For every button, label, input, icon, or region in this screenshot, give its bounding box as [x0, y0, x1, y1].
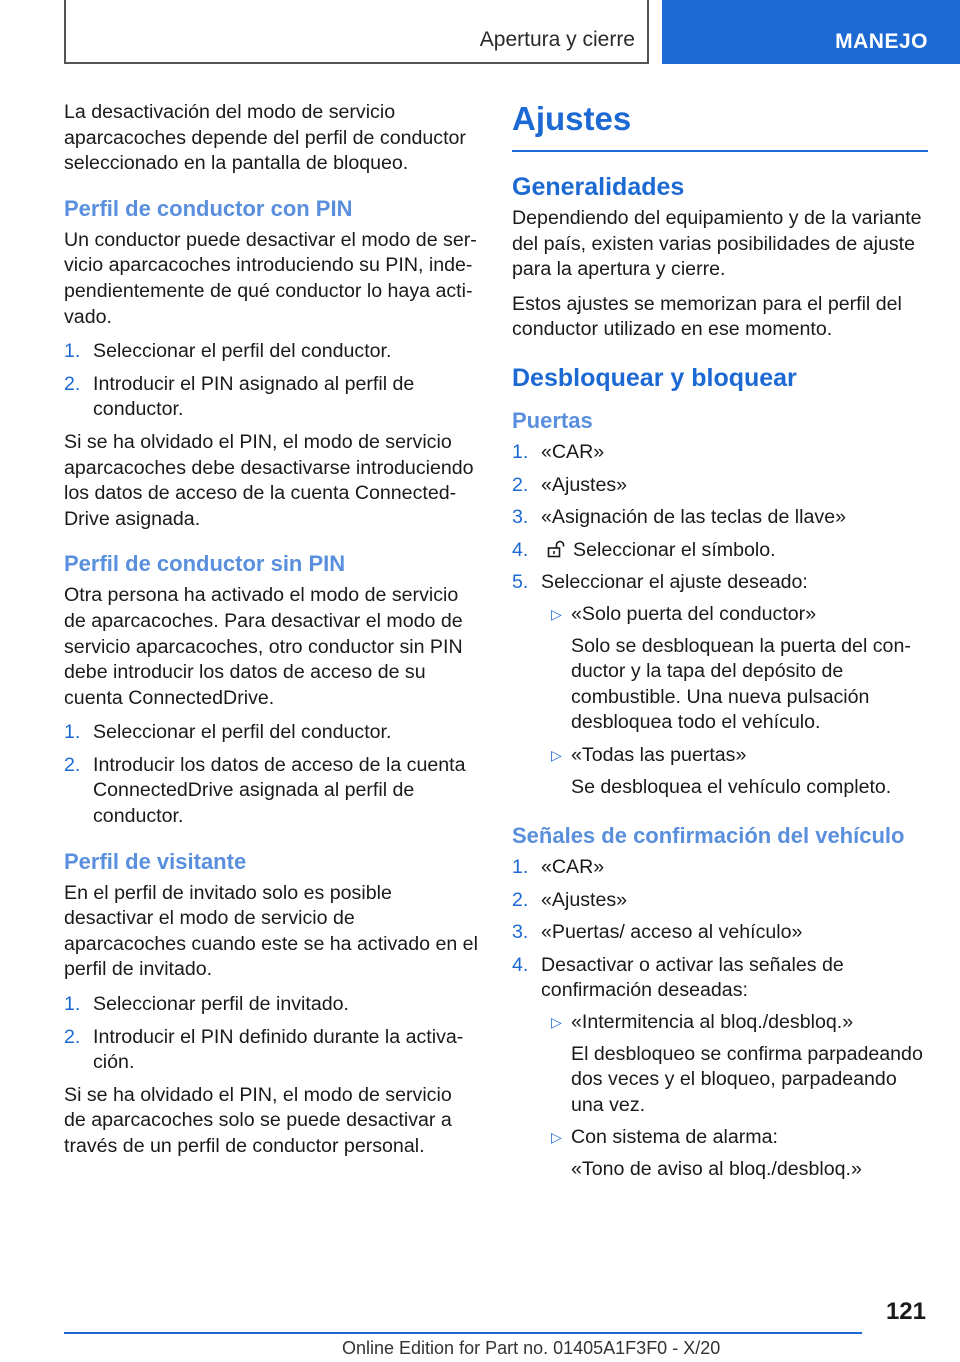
heading-guest-profile: Perfil de visitante — [64, 848, 247, 874]
step-number: 4. — [512, 538, 529, 561]
steps-list — [64, 339, 478, 423]
right-column — [512, 100, 928, 1190]
footer-edition: Online Edition for Part no. 01405A1F3F0 - X/20 — [342, 1338, 721, 1358]
step-number: 1. — [512, 440, 529, 463]
step-text: Seleccionar perfil de invitado. — [93, 993, 349, 1016]
triangle-bullet-icon: ▷ — [551, 605, 562, 622]
steps-list — [512, 855, 928, 1183]
option-title: «Solo puerta del conductor» — [571, 602, 817, 625]
list-item — [512, 505, 928, 531]
header-section-tab — [662, 0, 960, 64]
option-title: «Todas las puertas» — [571, 743, 747, 766]
options-list — [541, 1010, 928, 1183]
list-item — [512, 953, 928, 1183]
step-text: Introducir el PIN definido durante la activación. — [93, 1025, 464, 1074]
step-number: 2. — [64, 753, 81, 776]
list-item — [512, 920, 928, 946]
list-item — [512, 888, 928, 914]
step-text: «CAR» — [541, 856, 605, 879]
options-list — [541, 602, 928, 800]
note-paragraph: Si se ha olvidado el PIN, el modo de servicio aparcacoches debe desactivarse introduciendo los datos de acceso de la cuenta ConnectedDrive asignada. — [64, 430, 474, 530]
step-number: 2. — [512, 888, 529, 911]
step-number: 2. — [64, 372, 81, 395]
step-text: «CAR» — [541, 440, 605, 463]
section-title: MANEJO — [835, 30, 928, 53]
footer-divider — [64, 1332, 862, 1334]
heading-confirmation-signals: Señales de confirmación del vehículo — [512, 823, 905, 849]
list-item — [541, 1125, 928, 1182]
triangle-bullet-icon: ▷ — [551, 746, 562, 763]
list-item — [64, 720, 478, 746]
paragraph: Un conductor puede desactivar el modo de servicio aparcacoches introduciendo su PIN, independientemente de qué conductor lo haya activado. — [64, 228, 477, 328]
list-item — [64, 753, 478, 830]
step-number: 1. — [64, 993, 81, 1016]
step-text: «Ajustes» — [541, 888, 628, 911]
list-item — [512, 538, 928, 564]
paragraph: Dependiendo del equipamiento y de la variante del país, existen varias posibilidades de ajuste para la apertura y cierre. — [512, 207, 922, 281]
note-paragraph: Si se ha olvidado el PIN, el modo de servicio de aparcacoches solo se puede desactivar a través de un perfil de conductor personal. — [64, 1083, 452, 1157]
paragraph: Otra persona ha activado el modo de servicio de aparcacoches. Para desactivar el modo de servicio aparcacoches, otro conductor sin PIN debe introducir los datos de acceso de su cuenta ConnectedDrive. — [64, 584, 463, 709]
step-number: 2. — [512, 473, 529, 496]
left-column — [64, 100, 478, 1169]
step-text: «Ajustes» — [541, 473, 628, 496]
paragraph: Estos ajustes se memorizan para el perfil del conductor utilizado en ese momento. — [512, 292, 902, 341]
step-text: Introducir los datos de acceso de la cuenta ConnectedDrive asignada al perfil de conductor. — [93, 753, 466, 828]
list-item — [64, 1025, 478, 1076]
option-description: Solo se desbloquean la puerta del conductor y la tapa del depósito de combustible. Una nueva pulsación desbloquea todo el vehículo. — [571, 634, 911, 734]
heading-doors: Puertas — [512, 407, 593, 433]
step-number: 2. — [64, 1025, 81, 1048]
step-number: 5. — [512, 571, 529, 594]
step-number: 3. — [512, 921, 529, 944]
heading-driver-with-pin: Perfil de conductor con PIN — [64, 195, 353, 221]
step-text: Seleccionar el símbolo. — [573, 538, 776, 561]
step-number: 1. — [64, 721, 81, 744]
step-text: Seleccionar el ajuste deseado: — [541, 571, 808, 594]
steps-list — [512, 440, 928, 800]
step-number: 4. — [512, 953, 529, 976]
page-number: 121 — [885, 1298, 926, 1325]
triangle-bullet-icon: ▷ — [551, 1129, 562, 1146]
list-item — [512, 440, 928, 466]
step-text: Desactivar o activar las señales de confirmación deseadas: — [541, 953, 844, 1002]
list-item — [64, 992, 478, 1018]
unlock-icon — [547, 540, 565, 558]
chapter-title: Apertura y cierre — [479, 28, 635, 51]
step-number: 1. — [64, 340, 81, 363]
step-number: 3. — [512, 506, 529, 529]
step-number: 1. — [512, 856, 529, 879]
option-description: El desbloqueo se confirma parpadeando dos veces y el bloqueo, parpadeando una vez. — [571, 1042, 923, 1116]
option-title: «Intermitencia al bloq./desbloq.» — [571, 1011, 854, 1034]
heading-unlock-lock: Desbloquear y bloquear — [512, 363, 797, 392]
list-item — [512, 570, 928, 800]
list-item — [541, 1010, 928, 1118]
steps-list — [64, 720, 478, 829]
steps-list — [64, 992, 478, 1076]
list-item — [512, 855, 928, 881]
triangle-bullet-icon: ▷ — [551, 1014, 562, 1031]
option-description: «Tono de aviso al bloq./desbloq.» — [571, 1158, 862, 1181]
step-text: «Asignación de las teclas de llave» — [541, 506, 846, 529]
header-chapter-box — [64, 0, 649, 64]
heading-driver-without-pin: Perfil de conductor sin PIN — [64, 551, 346, 577]
list-item — [64, 339, 478, 365]
heading-settings: Ajustes — [512, 100, 928, 152]
list-item — [541, 602, 928, 736]
option-description: Se desbloquea el vehículo completo. — [571, 775, 892, 798]
list-item — [64, 372, 478, 423]
list-item — [541, 743, 928, 800]
step-text: Introducir el PIN asignado al perfil de conductor. — [93, 372, 415, 421]
paragraph: En el perfil de invitado solo es posible desactivar el modo de servicio de aparcacoches cuando este se ha activado en el perfil de invitado. — [64, 881, 478, 981]
heading-general: Generalidades — [512, 173, 685, 201]
list-item — [512, 473, 928, 499]
intro-paragraph: La desactivación del modo de servicio aparcacoches depende del perfil de conductor seleccionado en la pantalla de bloqueo. — [64, 101, 466, 175]
step-text: Seleccionar el perfil del conductor. — [93, 721, 392, 744]
step-text: Seleccionar el perfil del conductor. — [93, 340, 392, 363]
step-text: «Puertas/ acceso al vehículo» — [541, 921, 803, 944]
option-title: Con sistema de alarma: — [571, 1126, 778, 1149]
